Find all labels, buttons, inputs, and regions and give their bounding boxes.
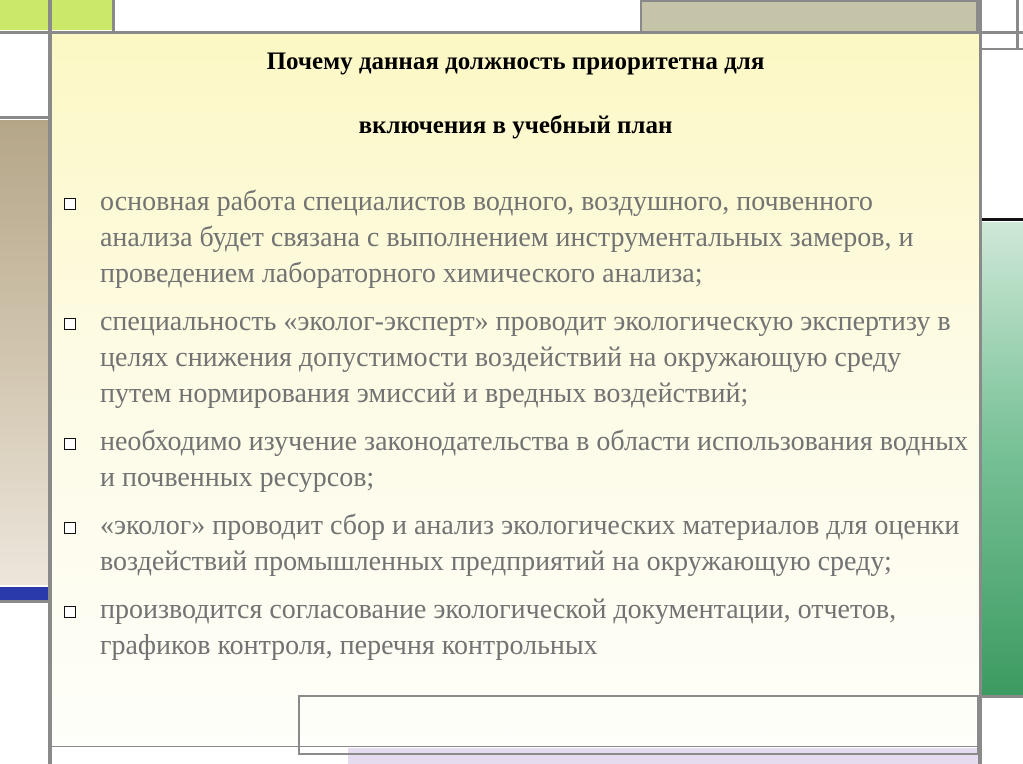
- bullet-text: основная работа специалистов водного, воздушного, почвенного анализа будет связана с выполнением инструментальных замеров, и проведением лабораторного химического анализа;: [100, 186, 914, 289]
- navy-strip: [0, 587, 48, 600]
- bullet-item: [52, 508, 979, 580]
- slide-title-line1: Почему данная должность приоритетна для: [266, 48, 765, 75]
- frame-line-top2: [112, 0, 115, 34]
- bullet-item: [52, 304, 979, 412]
- bullet-item: [52, 592, 979, 664]
- slide-title-line2: включения в учебный план: [358, 112, 673, 139]
- bullet-text: необходимо изучение законодательства в области использования водных и почвенных ресурсов;: [100, 426, 969, 493]
- lime-block: [0, 0, 112, 30]
- frame-line-right-vert: [1016, 0, 1019, 50]
- bullet-item: [52, 184, 979, 292]
- square-bullet-icon: [64, 198, 76, 210]
- bullet-text: специальность «эколог-эксперт» проводит экологическую экспертизу в целях снижения допустимости воздействий на окружающую среду путем нормирования эмиссий и вредных воздействий;: [100, 306, 951, 409]
- slide-panel: [52, 34, 979, 746]
- bullet-item: [52, 424, 979, 496]
- right-black-line: [980, 218, 1023, 221]
- square-bullet-icon: [64, 522, 76, 534]
- tan-block: [0, 120, 48, 585]
- frame-line-right-low: [982, 695, 1023, 698]
- square-bullet-icon: [64, 606, 76, 618]
- green-block: [982, 222, 1023, 695]
- bullet-text: «эколог» проводит сбор и анализ экологических материалов для оценки воздействий промышленных предприятий на окружающую среду;: [100, 510, 960, 577]
- square-bullet-icon: [64, 318, 76, 330]
- bullet-text: производится согласование экологической документации, отчетов, графиков контроля, перечня контрольных: [100, 594, 897, 661]
- bottom-frame-box: [298, 695, 979, 755]
- frame-line-left-mid: [0, 116, 52, 119]
- frame-line-left-low: [0, 600, 52, 603]
- bullet-list: [52, 184, 979, 676]
- square-bullet-icon: [64, 438, 76, 450]
